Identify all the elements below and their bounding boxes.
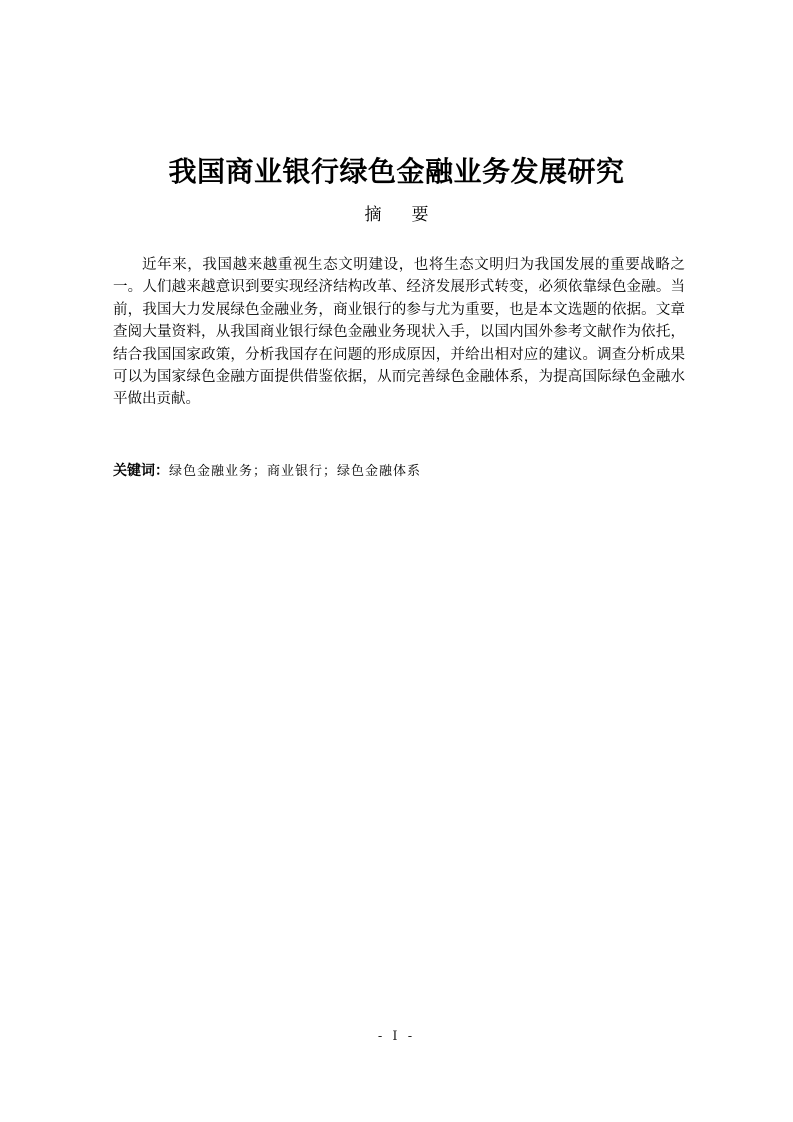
keywords-line — [113, 460, 685, 483]
abstract-heading: 摘要 — [364, 205, 459, 225]
document-title: 我国商业银行绿色金融业务发展研究 — [168, 155, 625, 188]
keywords-value: 绿色金融业务；商业银行；绿色金融体系 — [169, 464, 422, 479]
keywords-label: 关键词： — [113, 463, 169, 479]
abstract-paragraph: 近年来，我国越来越重视生态文明建设，也将生态文明归为我国发展的重要战略之一。人们越来越意识到要实现经济结构改革、经济发展形式转变，必须依靠绿色金融。当前，我国大力发展绿色金融业务，商业银行的参与尤为重要，也是本文选题的依据。文章查阅大量资料，从我国商业银行绿色金融业务现状入手，以国内国外参考文献作为依托，结合我国国家政策，分析我国存在问题的形成原因，并给出相对应的建议。调查分析成果可以为国家绿色金融方面提供借鉴依据，从而完善绿色金融体系，为提高国际绿色金融水平做出贡献。 — [113, 257, 685, 408]
page-number: - I - — [377, 1029, 416, 1044]
